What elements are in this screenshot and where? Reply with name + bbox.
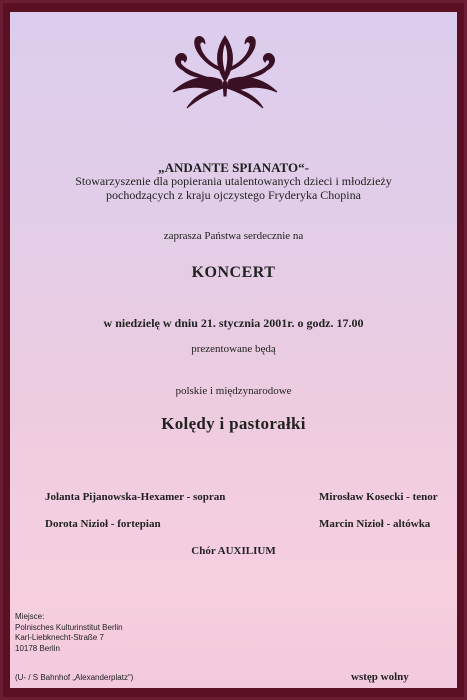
organization-description [10, 174, 457, 202]
performer-soprano: Jolanta Pijanowska-Hexamer - sopran [45, 491, 226, 503]
event-date: w niedzielę w dniu 21. stycznia 2001r. o godz. 17.00 [103, 316, 364, 330]
organization-name: „ANDANTE SPIANATO“- [158, 160, 309, 175]
performer-piano: Dorota Nizioł - fortepian [45, 518, 161, 530]
choir-name: Chór AUXILIUM [191, 545, 276, 557]
venue-label: Miejsce: [15, 612, 45, 621]
organization-description-line2: pochodzących z kraju ojczystego Fryderyka Chopina [106, 188, 361, 202]
program-kind: polskie i międzynarodowe [175, 385, 292, 397]
organization-description-line1: Stowarzyszenie dla popierania utalentowanych dzieci i młodzieży [75, 174, 392, 188]
free-entry: wstęp wolny [351, 671, 409, 683]
venue-block [15, 612, 123, 654]
program-title: Kolędy i pastorałki [161, 414, 306, 433]
presented-text: prezentowane będą [191, 343, 276, 355]
venue-line2: Karl-Liebknecht-Straße 7 [15, 633, 104, 642]
venue-line3: 10178 Berlin [15, 643, 60, 653]
performer-viola: Marcin Nizioł - altówka [319, 518, 431, 530]
transit-info: (U- / S Bahnhof „Alexanderplatz“) [15, 673, 134, 682]
event-title: KONCERT [191, 264, 276, 281]
venue-line1: Polnisches Kulturinstitut Berlin [15, 622, 123, 632]
invitation-page [10, 12, 457, 688]
invitation-text: zaprasza Państwa serdecznie na [163, 230, 304, 242]
ornamental-lily-logo-icon [165, 30, 285, 112]
performer-tenor: Mirosław Kosecki - tenor [319, 491, 438, 503]
